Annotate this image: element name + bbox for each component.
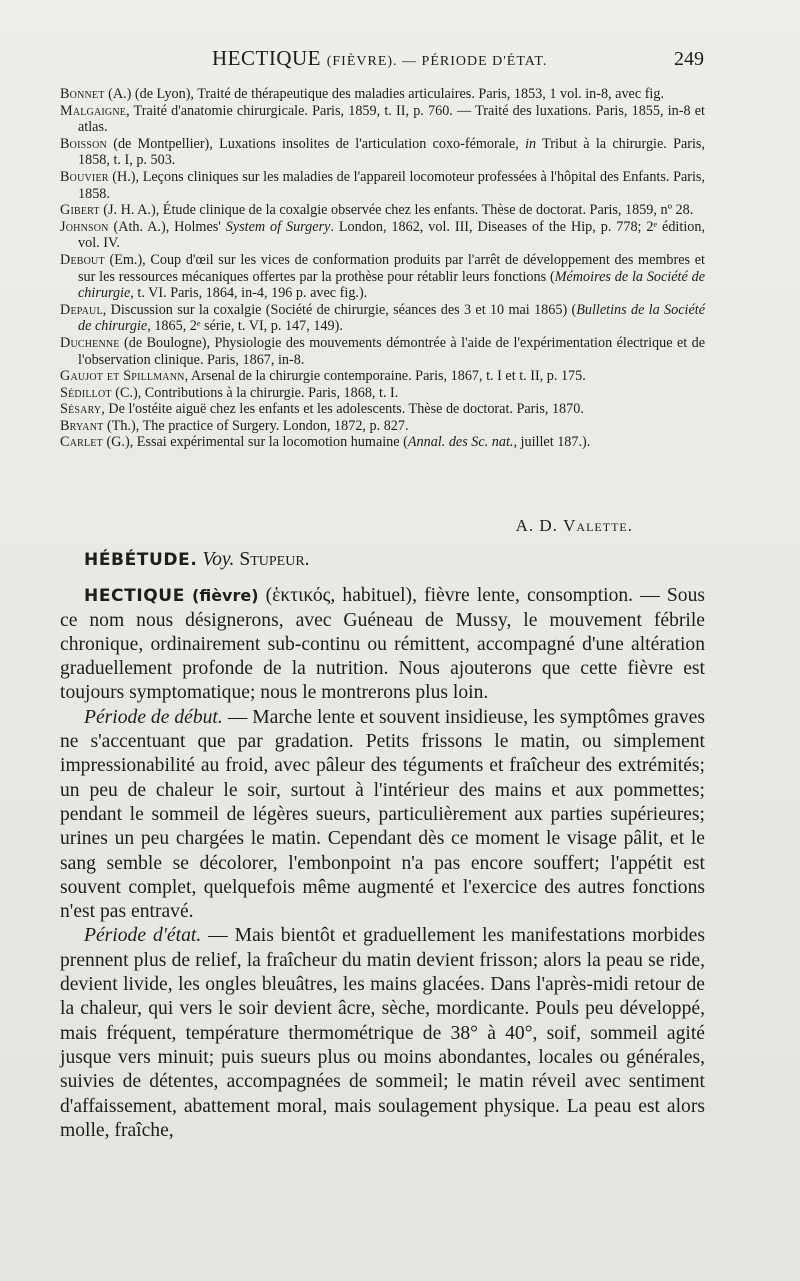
bib-italic: System of Surgery (225, 218, 331, 235)
section-heading: Période d'état. (84, 925, 202, 947)
bib-entry (60, 368, 705, 385)
bib-entry (60, 136, 705, 169)
hectique-intro-paragraph (60, 584, 705, 705)
entry-headword: HECTIQUE (84, 586, 185, 607)
bib-entry (60, 219, 705, 252)
hebetude-entry (60, 548, 705, 572)
bib-text: (Th.), The practice of Surgery. London, 1872, p. 827. (103, 417, 409, 434)
bib-text: (H.), Leçons cliniques sur les maladies de l'appareil locomoteur professées à l'hôpital des Enfants. Paris, 1858. (78, 168, 705, 202)
author-signature (516, 516, 633, 536)
bib-author: Bouvier (60, 168, 109, 185)
bib-text: , Discussion sur la coxalgie (Société de chirurgie, séances des 3 et 10 mai 1865) ( (102, 301, 577, 318)
etat-paragraph (60, 924, 705, 1143)
bib-entry (60, 385, 705, 402)
bib-entry (60, 418, 705, 435)
voy-abbrev: Voy. (202, 549, 235, 570)
bib-author: Sésary (60, 401, 102, 418)
bib-author: Johnson (60, 218, 109, 235)
bib-text-2: Tribut à la chirurgie. Paris, 1858, t. I, p. 503. (78, 135, 705, 169)
bib-text: , Arsenal de la chirurgie contemporaine. Paris, 1867, t. I et t. II, p. 175. (184, 368, 586, 385)
paragraph-text: habituel), fièvre lente, consomption. — Sous ce nom nous désignerons, avec Guéneau de Mussy, le mouvement fébrile chronique, ordinairement sub-continu ou rémittent, accompagné d'une altération graduellement profonde de la nutrition. Nous ajouterons que cette fièvre est toujours symptomatique; nous le montrerons plus loin. (60, 585, 705, 704)
bib-text: (Em.), Coup d'œil sur les vices de conformation produits par l'arrêt de développement des membres et sur les ressources mécaniques offertes par la prothèse pour rétablir leurs fonctions ( (78, 251, 705, 285)
bib-text: (de Boulogne), Physiologie des mouvements démontrée à l'aide de l'expérimentation électrique et de l'observation clinique. Paris, 1867, in-8. (78, 334, 705, 368)
bib-author: Gaujot et Spillmann (60, 368, 185, 385)
entry-headword: HÉBÉTUDE. (84, 550, 198, 570)
bib-author: Boisson (60, 135, 107, 152)
bib-entry (60, 202, 705, 219)
bib-author: Sédillot (60, 384, 112, 401)
bib-author: Depaul (60, 301, 103, 318)
bib-text: (A.) (de Lyon), Traité de thérapeutique des maladies articulaires. Paris, 1853, 1 vol. in-8, avec fig. (104, 86, 665, 102)
bib-entry (60, 335, 705, 368)
bib-text-2: , t. VI. Paris, 1864, in-4, 196 p. avec fig.). (130, 285, 368, 302)
signature-initials: A. D. (515, 516, 564, 535)
greek-etymology: (ἑκτικός, (265, 585, 336, 607)
bib-author: Duchenne (60, 334, 120, 351)
bib-text: , Traité d'anatomie chirurgicale. Paris, 1859, t. II, p. 760. — Traité des luxations. Paris, 1855, in-8 et atlas. (78, 102, 705, 136)
bib-text: (Ath. A.), Holmes' (108, 218, 226, 235)
article-body (60, 548, 705, 1143)
cross-reference: Stupeur. (239, 549, 310, 570)
bib-entry (60, 434, 705, 451)
bib-author: Carlet (60, 434, 103, 451)
debut-paragraph (60, 706, 705, 925)
section-heading: Période de début. (84, 706, 223, 728)
bib-author: Gibert (60, 202, 100, 219)
bibliography (60, 86, 705, 451)
bib-author: Debout (60, 251, 105, 268)
bib-entry (60, 103, 705, 136)
page-number: 249 (674, 48, 704, 70)
bib-text-2: , juillet 187.). (513, 434, 591, 451)
running-title-sub: (FIÈVRE). — PÉRIODE D'ÉTAT. (326, 54, 548, 69)
bib-italic: Mémoires de la Société de chirurgie (78, 268, 705, 302)
bib-entry (60, 252, 705, 302)
running-header (60, 46, 704, 76)
bib-text-2: . London, 1862, vol. III, Diseases of the Hip, p. 778; 2ᵉ édition, vol. IV. (78, 218, 705, 252)
bib-text: (J. H. A.), Étude clinique de la coxalgie observée chez les enfants. Thèse de doctorat. Paris, 1859, nº 28. (99, 202, 694, 219)
bib-text: , De l'ostéite aiguë chez les enfants et les adolescents. Thèse de doctorat. Paris, 1870. (101, 401, 584, 418)
bib-entry (60, 401, 705, 418)
bib-text-2: , 1865, 2ᵉ série, t. VI, p. 147, 149). (147, 318, 343, 335)
bib-author: Malgaigne (60, 102, 127, 119)
bib-author: Bryant (60, 417, 104, 434)
bib-entry (60, 302, 705, 335)
bib-entry (60, 169, 705, 202)
bib-author: Bonnet (60, 86, 105, 102)
bib-italic: Bulletins de la Société de chirurgie (78, 301, 706, 335)
paragraph-text: — Mais bientôt et graduellement les manifestations morbides prennent plus de relief, la fraîcheur du matin devient frisson; alors la peau se ride, devient livide, les ongles bleuâtres, les mains glacées. Dans l'après-midi retour de la chaleur, qui vers le soir devient âcre, sèche, mordicante. Pouls peu développé, mais fréquent, température thermométrique de 38° à 40°, soif, sommeil agité jusque vers minuit; puis sueurs plus ou moins abondantes, locales ou générales, suivies de détentes, accompagnées de sommeil; le matin réveil avec sentiment d'affaissement, abattement moral, mais soulagement physique. La peau est alors molle, fraîche, (60, 925, 705, 1141)
running-title (212, 46, 547, 71)
paragraph-text: — Marche lente et souvent insidieuse, les symptômes graves ne s'accentuant que par gradation. Petits frissons le matin, ou simplement impressionabilité au froid, avec pâleur des téguments et fraîcheur des extrémités; un peu de chaleur le soir, surtout à l'intérieur des mains et aux pommettes; pendant le sommeil de légères sueurs, particulièrement aux parties supérieures; urines un peu chargées le matin. Cependant dès ce moment le visage pâlit, et le sang semble se décolorer, l'embonpoint n'a pas encore souffert; l'appétit est souvent complet, quelquefois même augmenté et l'exercice des autres fonctions n'est pas entravé. (60, 706, 705, 923)
bib-entry (60, 86, 705, 103)
entry-subword: (fièvre) (192, 586, 259, 606)
running-title-main: HECTIQUE (212, 46, 321, 70)
bib-italic: in (525, 135, 537, 152)
bib-italic: Annal. des Sc. nat. (407, 434, 514, 451)
bib-text: (G.), Essai expérimental sur la locomotion humaine ( (102, 434, 408, 451)
bib-text: (C.), Contributions à la chirurgie. Paris, 1868, t. I. (111, 384, 399, 401)
signature-name: Valette. (563, 516, 633, 535)
bib-text: (de Montpellier), Luxations insolites de l'articulation coxo-fémorale, (106, 135, 526, 152)
